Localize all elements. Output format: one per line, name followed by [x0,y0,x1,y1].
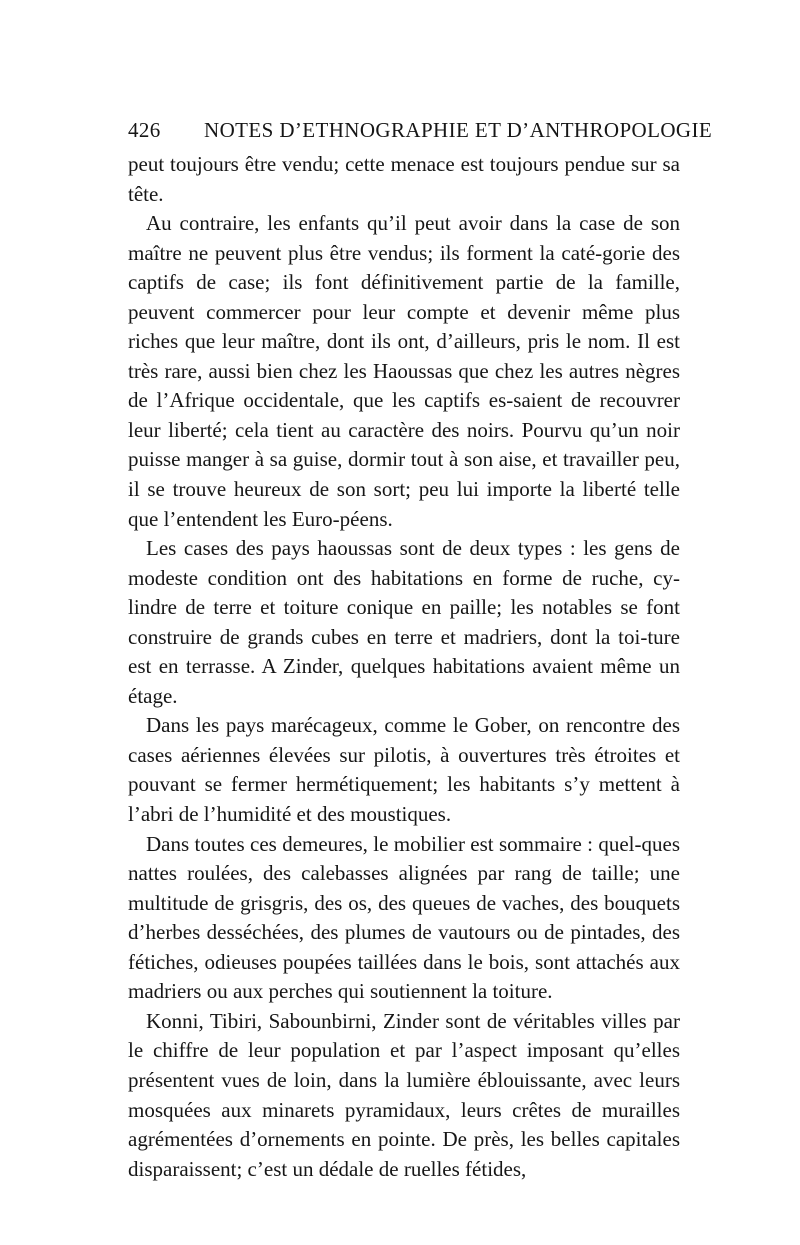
paragraph-mobilier: Dans toutes ces demeures, le mobilier est sommaire : quel-ques nattes roulées, des calebasses alignées par rang de taille; une multitude de grisgris, des os, des queues de vaches, des bouquets d’herbes desséchées, des plumes de vautours ou de pintades, des fétiches, odieuses poupées taillées dans le bois, sont attachés aux madriers ou aux perches qui soutiennent la toiture. [128,831,680,1004]
paragraph-captifs-de-case: Au contraire, les enfants qu’il peut avoir dans la case de son maître ne peuvent plus être vendus; ils forment la caté-gorie des captifs de case; ils font définitivement partie de la famille, peuvent commercer pour leur compte et devenir même plus riches que leur maître, dont ils ont, d’ailleurs, pris le nom. Il est très rare, aussi bien chez les Haoussas que chez les autres nègres de l’Afrique occidentale, que les captifs es-saient de recouvrer leur liberté; cela tient au caractère des noirs. Pourvu qu’un noir puisse manger à sa guise, dormir tout à son aise, et travailler peu, il se trouve heureux de son sort; peu lui importe la liberté telle que l’entendent les Euro-péens. [128,211,680,531]
running-head: NOTES D’ETHNOGRAPHIE ET D’ANTHROPOLOGIE [204,118,713,142]
paragraph-villes: Konni, Tibiri, Sabounbirni, Zinder sont de véritables villes par le chiffre de leur population et par l’aspect imposant qu’elles présentent vues de loin, dans la lumière éblouissante, avec leurs mosquées aux minarets pyramidaux, leurs crêtes de murailles agrémentées d’ornements en pointe. De près, les belles capitales disparaissent; c’est un dédale de ruelles fétides, [128,1008,680,1181]
paragraph-continuation: peut toujours être vendu; cette menace est toujours pendue sur sa tête. [128,152,680,206]
paragraph-cases-aeriennes: Dans les pays marécageux, comme le Gober, on rencontre des cases aériennes élevées sur pilotis, à ouvertures très étroites et pouvant se fermer hermétiquement; les habitants s’y mettent à l’abri de l’humidité et des moustiques. [128,713,680,827]
page-number: 426 [128,118,161,142]
page-header [128,112,713,148]
page-body-text [128,150,680,1184]
paragraph-types-de-cases: Les cases des pays haoussas sont de deux types : les gens de modeste condition ont des habitations en forme de ruche, cy-lindre de terre et toiture conique en paille; les notables se font construire de grands cubes en terre et madriers, dont la toi-ture est en terrasse. A Zinder, quelques habitations avaient même un étage. [128,536,680,708]
